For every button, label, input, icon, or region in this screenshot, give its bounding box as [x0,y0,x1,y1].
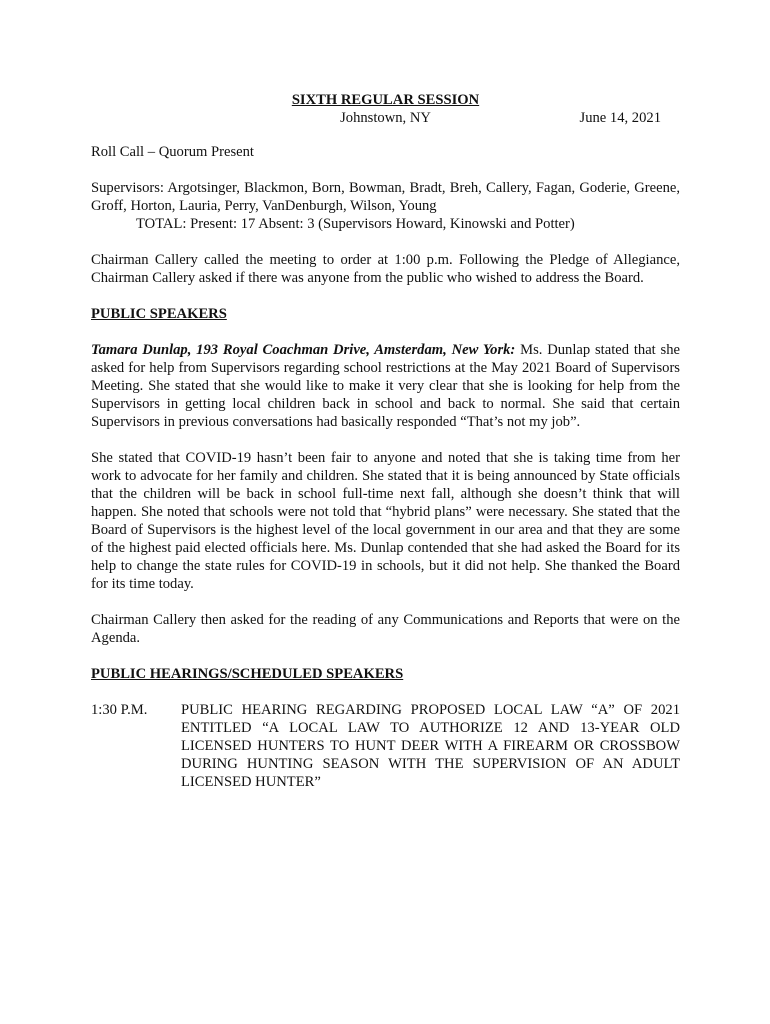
hearing-time: 1:30 P.M. [91,702,148,718]
communications-paragraph: Chairman Callery then asked for the reading of any Communications and Reports that were on the Agenda. [91,612,680,646]
document-page [91,91,680,791]
hearing-text: PUBLIC HEARING REGARDING PROPOSED LOCAL LAW “A” OF 2021 ENTITLED “A LOCAL LAW TO AUTHORIZE 12 AND 13-YEAR OLD LICENSED HUNTERS TO HUNT DEER WITH A FIREARM OR CROSSBOW DURING HUNTING SEASON WITH THE SUPERVISION OF AN ADULT LICENSED HUNTER” [181,702,680,790]
session-place: Johnstown, NY [340,110,431,126]
call-to-order: Chairman Callery called the meeting to order at 1:00 p.m. Following the Pledge of Allegiance, Chairman Callery asked if there was anyone from the public who wished to address the Board. [91,252,680,286]
attendance-total: TOTAL: Present: 17 Absent: 3 (Supervisors Howard, Kinowski and Potter) [136,216,575,232]
public-speakers-heading: PUBLIC SPEAKERS [91,306,227,322]
hearings-heading: PUBLIC HEARINGS/SCHEDULED SPEAKERS [91,666,404,682]
hearing-item [91,701,680,791]
speaker-paragraph-2: She stated that COVID-19 hasn’t been fair to anyone and noted that she is taking time from her work to advocate for her family and children. She stated that it is being announced by State officials that the children will be back in school full-time next fall, although she doesn’t think that will happen. She noted that schools were not told that “hybrid plans” were necessary. She stated that the Board of Supervisors is the highest level of the local government in our area and that they are some of the highest paid elected officials here. Ms. Dunlap contended that she had asked the Board for its help to change the state rules for COVID-19 in schools, but it did not help. She thanked the Board for its time today. [91,450,680,592]
place-date-line [91,109,680,127]
speaker-name: Tamara Dunlap, 193 Royal Coachman Drive, Amsterdam, New York: [91,342,516,358]
supervisors-list: Supervisors: Argotsinger, Blackmon, Born, Bowman, Bradt, Breh, Callery, Fagan, Goderie, Greene, Groff, Horton, Lauria, Perry, VanDenburgh, Wilson, Young [91,180,680,214]
speaker-paragraph-1 [91,341,680,431]
session-date: June 14, 2021 [579,110,661,126]
speaker-statement-1: Ms. Dunlap stated that she asked for help from Supervisors regarding school restrictions at the May 2021 Board of Supervisors Meeting. She stated that she would like to make it very clear that she is looking for help from the Supervisors in getting local children back in school and back to normal. She said that certain Supervisors in previous conversations had basically responded “That’s not my job”. [91,342,680,430]
session-title: SIXTH REGULAR SESSION [291,92,480,108]
roll-call: Roll Call – Quorum Present [91,144,254,160]
